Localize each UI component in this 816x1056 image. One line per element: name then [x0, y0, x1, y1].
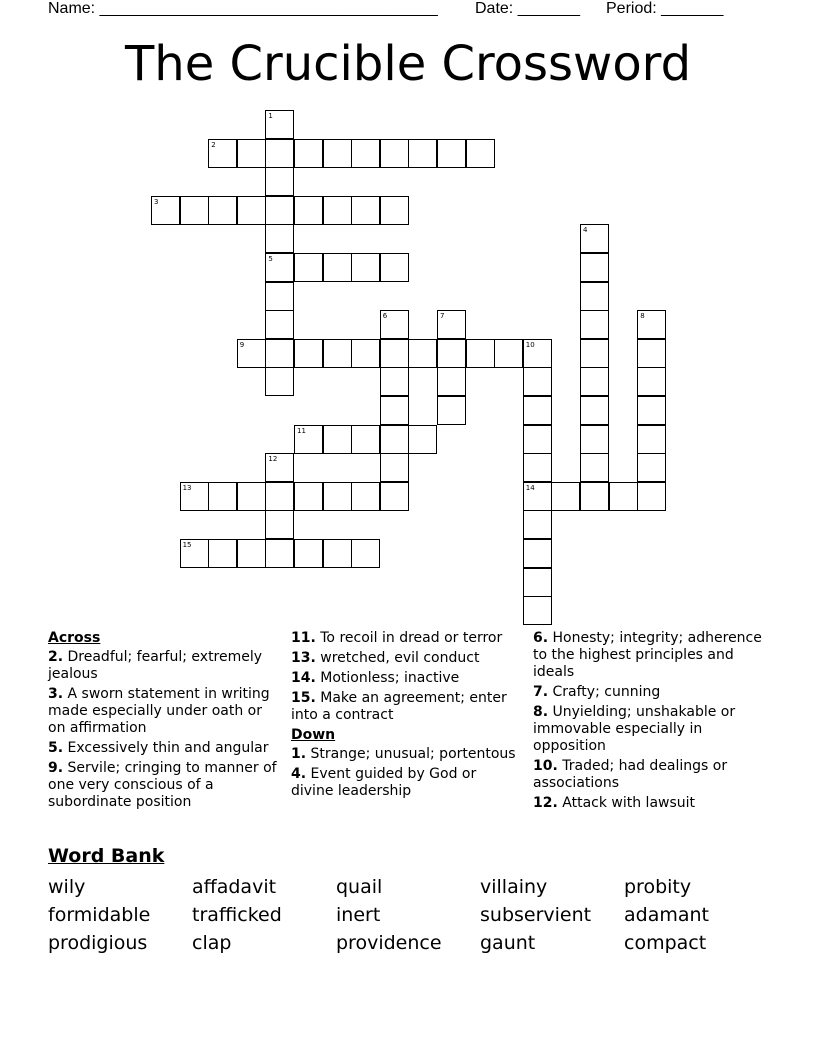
- crossword-cell[interactable]: [265, 253, 294, 282]
- crossword-cell[interactable]: [380, 396, 409, 425]
- word-bank-item: formidable: [48, 904, 151, 926]
- crossword-cell[interactable]: [380, 339, 409, 368]
- clue-text: Servile; cringing to manner of one very conscious of a subordinate position: [48, 760, 277, 810]
- clue-number: 13: [182, 483, 192, 492]
- clue-item: [291, 690, 516, 724]
- clue-number: 1: [268, 112, 273, 120]
- clue-text: To recoil in dread or terror: [315, 630, 503, 646]
- date-field[interactable]: Date: _______: [475, 0, 580, 17]
- crossword-cell[interactable]: [294, 139, 323, 168]
- crossword-cell[interactable]: [237, 196, 266, 225]
- crossword-cell[interactable]: [609, 482, 638, 511]
- clue-text: Motionless; inactive: [315, 670, 460, 686]
- clue-text: Honesty; integrity; adherence to the highest principles and ideals: [533, 630, 762, 680]
- crossword-cell[interactable]: [265, 167, 294, 196]
- crossword-cell[interactable]: [323, 425, 352, 454]
- clue-text: Event guided by God or divine leadership: [291, 766, 477, 799]
- clue-item: [291, 630, 516, 647]
- crossword-cell[interactable]: [580, 482, 609, 511]
- crossword-cell[interactable]: [294, 482, 323, 511]
- word-bank-item: prodigious: [48, 932, 148, 954]
- clue-number: 6: [382, 312, 388, 321]
- crossword-cell[interactable]: [523, 425, 552, 454]
- clue-item: [291, 746, 516, 763]
- crossword-cell[interactable]: [180, 482, 209, 511]
- crossword-cell[interactable]: [523, 510, 552, 539]
- crossword-cell[interactable]: [523, 453, 552, 482]
- clue-number: 4: [583, 226, 588, 235]
- word-bank-item: villainy: [480, 876, 548, 898]
- clue-text: Dreadful; fearful; extremely jealous: [48, 649, 263, 682]
- crossword-cell[interactable]: [437, 367, 466, 396]
- crossword-cell[interactable]: [323, 196, 352, 225]
- crossword-cell[interactable]: [523, 596, 552, 625]
- word-bank-item: providence: [336, 932, 442, 954]
- clue-number: 11: [297, 426, 306, 435]
- crossword-cell[interactable]: [265, 196, 294, 225]
- clues-column-3: [533, 630, 763, 815]
- clue-text: Unyielding; unshakable or immovable especially in opposition: [533, 704, 736, 754]
- crossword-cell[interactable]: [523, 539, 552, 568]
- crossword-cell[interactable]: [323, 339, 352, 368]
- clue-text: A sworn statement in writing made especially under oath or on affirmation: [48, 686, 270, 736]
- clue-text: wretched, evil conduct: [315, 650, 480, 666]
- crossword-cell[interactable]: [180, 539, 209, 568]
- crossword-cell[interactable]: [437, 339, 466, 368]
- clue-item: [533, 684, 763, 701]
- crossword-cell[interactable]: [437, 139, 466, 168]
- crossword-cell[interactable]: [265, 224, 294, 253]
- word-bank-item: affadavit: [192, 876, 277, 898]
- crossword-cell[interactable]: [351, 253, 380, 282]
- crossword-cell[interactable]: [237, 139, 266, 168]
- clue-number-label: 9.: [48, 760, 64, 776]
- crossword-cell[interactable]: [437, 310, 466, 339]
- clue-number-label: 4.: [291, 766, 307, 782]
- clue-item: [48, 649, 278, 683]
- crossword-cell[interactable]: [580, 224, 609, 253]
- crossword-cell[interactable]: [637, 367, 666, 396]
- clue-item: [48, 760, 278, 811]
- crossword-cell[interactable]: [351, 482, 380, 511]
- page-title: The Crucible Crossword: [124, 36, 692, 92]
- clue-number: 2: [211, 140, 216, 149]
- crossword-cell[interactable]: [580, 396, 609, 425]
- crossword-cell[interactable]: [151, 196, 180, 225]
- crossword-cell[interactable]: [437, 396, 466, 425]
- crossword-cell[interactable]: [323, 482, 352, 511]
- crossword-cell[interactable]: [180, 196, 209, 225]
- clue-number-label: 3.: [48, 686, 64, 702]
- crossword-cell[interactable]: [580, 453, 609, 482]
- crossword-cell[interactable]: [580, 367, 609, 396]
- clue-number-label: 10.: [533, 758, 558, 774]
- across-heading: Across: [48, 630, 101, 646]
- clue-text: Make an agreement; enter into a contract: [291, 690, 507, 723]
- crossword-cell[interactable]: [580, 310, 609, 339]
- clue-number-label: 13.: [291, 650, 316, 666]
- crossword-cell[interactable]: [580, 253, 609, 282]
- word-bank-item: trafficked: [192, 904, 282, 926]
- clues-column-2: [291, 630, 516, 803]
- crossword-cell[interactable]: [380, 425, 409, 454]
- crossword-cell[interactable]: [408, 339, 437, 368]
- word-bank-item: quail: [336, 876, 383, 898]
- crossword-cell[interactable]: [580, 339, 609, 368]
- crossword-cell[interactable]: [265, 367, 294, 396]
- crossword-cell[interactable]: [265, 339, 294, 368]
- crossword-cell[interactable]: [208, 139, 237, 168]
- crossword-cell[interactable]: [380, 310, 409, 339]
- crossword-cell[interactable]: [265, 139, 294, 168]
- clue-text: Excessively thin and angular: [63, 740, 269, 756]
- crossword-cell[interactable]: [408, 425, 437, 454]
- crossword-cell[interactable]: [523, 396, 552, 425]
- clue-item: [533, 795, 763, 812]
- clue-number-label: 5.: [48, 740, 64, 756]
- crossword-cell[interactable]: [208, 482, 237, 511]
- crossword-cell[interactable]: [208, 539, 237, 568]
- crossword-cell[interactable]: [265, 310, 294, 339]
- clues-column-1: [48, 630, 278, 814]
- word-bank-item: inert: [336, 904, 381, 926]
- clue-number-label: 6.: [533, 630, 549, 646]
- crossword-cell[interactable]: [265, 482, 294, 511]
- word-bank-item: probity: [624, 876, 692, 898]
- clue-number-label: 14.: [291, 670, 316, 686]
- word-bank-item: clap: [192, 932, 232, 954]
- clue-number-label: 15.: [291, 690, 316, 706]
- clue-number: 12: [268, 455, 278, 464]
- crossword-cell[interactable]: [265, 539, 294, 568]
- crossword-cell[interactable]: [637, 482, 666, 511]
- crossword-cell[interactable]: [637, 396, 666, 425]
- clue-number: 5: [268, 255, 273, 263]
- word-bank-item: gaunt: [480, 932, 536, 954]
- clue-number-label: 11.: [291, 630, 316, 646]
- crossword-cell[interactable]: [265, 510, 294, 539]
- word-bank-item: adamant: [624, 904, 709, 926]
- word-bank-title: Word Bank: [48, 845, 165, 867]
- crossword-cell[interactable]: [351, 339, 380, 368]
- crossword-cell[interactable]: [637, 339, 666, 368]
- clue-number: 3: [154, 197, 159, 206]
- clue-number-label: 8.: [533, 704, 549, 720]
- crossword-cell[interactable]: [294, 253, 323, 282]
- clue-number: 15: [182, 541, 192, 549]
- clue-number-label: 7.: [533, 684, 549, 700]
- clue-number-label: 1.: [291, 746, 307, 762]
- crossword-cell[interactable]: [380, 482, 409, 511]
- crossword-cell[interactable]: [265, 282, 294, 311]
- crossword-cell[interactable]: [523, 482, 552, 511]
- clue-item: [48, 686, 278, 737]
- crossword-cell[interactable]: [323, 539, 352, 568]
- crossword-cell[interactable]: [380, 253, 409, 282]
- crossword-cell[interactable]: [237, 339, 266, 368]
- crossword-cell[interactable]: [380, 139, 409, 168]
- clue-item: [291, 670, 516, 687]
- clue-number-label: 12.: [533, 795, 558, 811]
- clue-number-label: 2.: [48, 649, 64, 665]
- clue-text: Strange; unusual; portentous: [306, 746, 516, 762]
- clue-text: Crafty; cunning: [548, 684, 661, 700]
- crossword-cell[interactable]: [380, 367, 409, 396]
- crossword-cell[interactable]: [294, 425, 323, 454]
- clue-item: [533, 630, 763, 681]
- crossword-cell[interactable]: [637, 425, 666, 454]
- crossword-cell[interactable]: [265, 453, 294, 482]
- crossword-cell[interactable]: [494, 339, 523, 368]
- crossword-cell[interactable]: [265, 110, 294, 139]
- crossword-cell[interactable]: [237, 539, 266, 568]
- clue-number: 14: [525, 483, 535, 492]
- crossword-cell[interactable]: [580, 425, 609, 454]
- crossword-cell[interactable]: [466, 339, 495, 368]
- crossword-cell[interactable]: [523, 339, 552, 368]
- crossword-cell[interactable]: [408, 139, 437, 168]
- crossword-cell[interactable]: [351, 539, 380, 568]
- crossword-cell[interactable]: [380, 196, 409, 225]
- clue-item: [48, 740, 278, 757]
- clue-number: 9: [239, 340, 245, 349]
- crossword-cell[interactable]: [294, 339, 323, 368]
- clue-text: Traded; had dealings or associations: [533, 758, 728, 791]
- clue-item: [291, 766, 516, 800]
- crossword-cell[interactable]: [580, 282, 609, 311]
- crossword-cell[interactable]: [523, 568, 552, 597]
- crossword-cell[interactable]: [637, 310, 666, 339]
- crossword-cell[interactable]: [323, 253, 352, 282]
- crossword-cell[interactable]: [466, 139, 495, 168]
- crossword-cell[interactable]: [237, 482, 266, 511]
- clue-text: Attack with lawsuit: [557, 795, 696, 811]
- word-bank-item: compact: [624, 932, 707, 954]
- crossword-cell[interactable]: [551, 482, 580, 511]
- crossword-cell[interactable]: [208, 196, 237, 225]
- clue-item: [533, 758, 763, 792]
- clue-number: 10: [525, 340, 535, 349]
- clue-item: [533, 704, 763, 755]
- word-bank-item: subservient: [480, 904, 592, 926]
- period-field[interactable]: Period: _______: [606, 0, 724, 17]
- crossword-cell[interactable]: [351, 139, 380, 168]
- clue-number: 7: [440, 312, 445, 321]
- crossword-cell[interactable]: [637, 453, 666, 482]
- crossword-cell[interactable]: [294, 196, 323, 225]
- crossword-cell[interactable]: [380, 453, 409, 482]
- name-field[interactable]: Name: ______________________________________: [48, 0, 438, 17]
- clue-item: [291, 650, 516, 667]
- crossword-cell[interactable]: [323, 139, 352, 168]
- crossword-cell[interactable]: [351, 425, 380, 454]
- word-bank-item: wily: [48, 876, 86, 898]
- down-heading: Down: [291, 727, 336, 743]
- crossword-cell[interactable]: [523, 367, 552, 396]
- clue-number: 8: [640, 312, 645, 321]
- crossword-cell[interactable]: [351, 196, 380, 225]
- crossword-cell[interactable]: [294, 539, 323, 568]
